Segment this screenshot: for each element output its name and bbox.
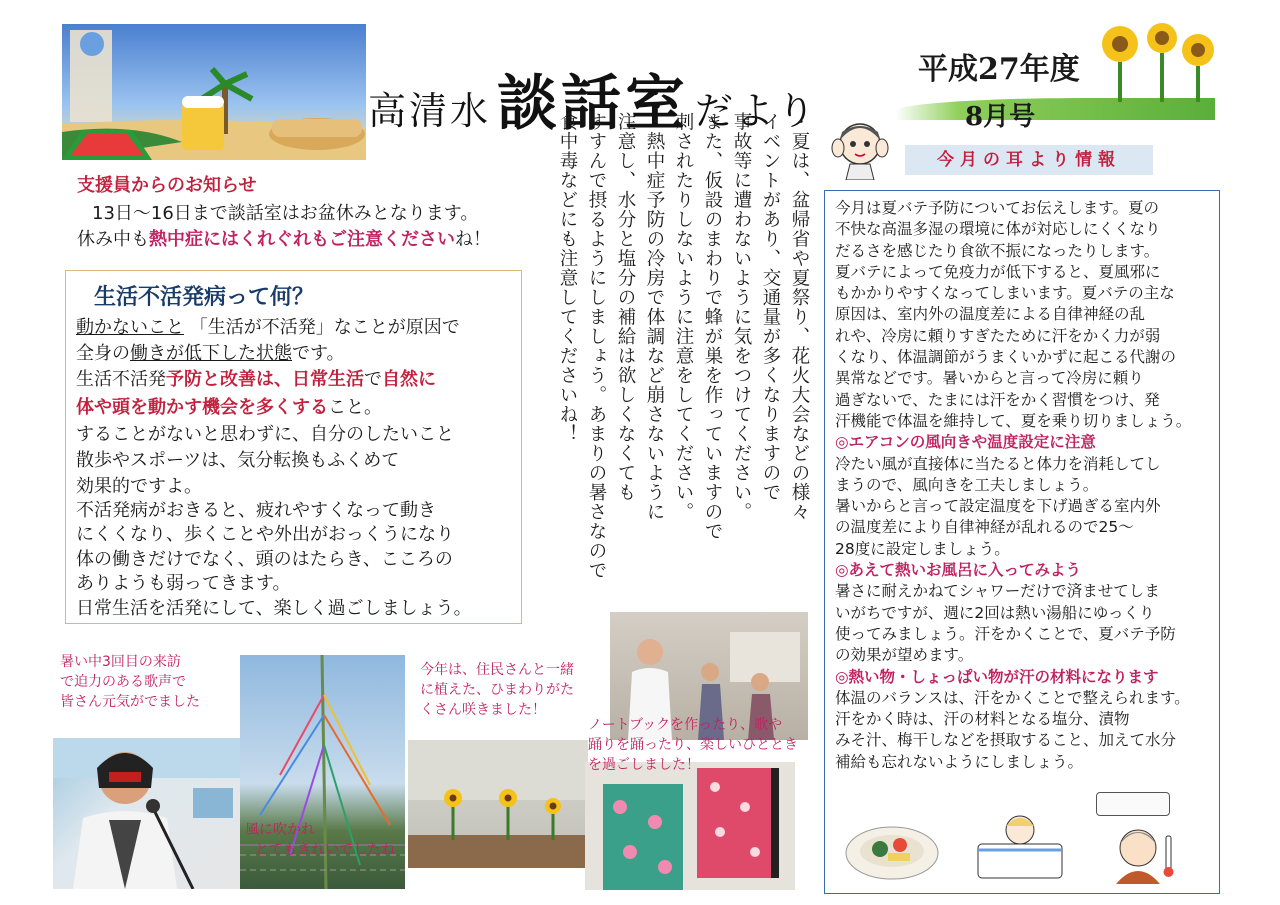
disuse-emphasis-3d: 自然に [382, 369, 436, 390]
summer-p1-line: 汗機能で体温を維持して、夏を乗り切りましょう。 [835, 411, 1192, 430]
disuse-line-6: 散歩やスポーツは、気分転換もふくめて [76, 450, 400, 471]
caption-notebook-line: を過ごしました！ [588, 757, 700, 773]
caption-sunflower-line: くさん咲きました！ [420, 702, 546, 718]
salt-heading: ◎熱い物・しょっぱい物が汗の材料になります [835, 667, 1159, 686]
disuse-emphasis-4a: 体や頭を動かす機会を多くする [76, 397, 328, 418]
notice-heading: 支援員からのお知らせ [77, 175, 257, 196]
disuse-line-5: することがないと思わずに、自分のしたいこと [76, 424, 454, 445]
notice-line-2 [77, 228, 491, 252]
caption-tanabata-line: とてもきれいでしたね [255, 842, 395, 858]
disuse-line-7: 効果的ですよ。 [76, 476, 202, 497]
summer-p3-line: 暑さに耐えかねてシャワーだけで済ませてしま [835, 582, 1160, 601]
summer-p2-line: 28度に設定しましょう。 [835, 539, 1010, 558]
photo-notebooks [585, 762, 795, 890]
disuse-line-10: 体の働きだけでなく、頭のはたらき、こころの [76, 549, 453, 570]
elderly-woman-illustration [1102, 822, 1182, 884]
disuse-line-9: にくくなり、歩くことや外出がおっくうになり [76, 524, 454, 545]
bath-illustration [970, 810, 1070, 882]
vertical-line-1: ・夏は、盆帰省や夏祭り、花火大会などの様々 [789, 112, 810, 522]
vertical-line-4: また、仮設のまわりで蜂が巣を作っていますので [702, 112, 723, 541]
disuse-line-12: 日常生活を活発にして、楽しく過ごしましょう。 [76, 598, 472, 619]
summer-p4-line: 補給も忘れないようにしましょう。 [835, 752, 1084, 771]
caption-singer-line: で迫力のある歌声で [60, 674, 186, 690]
summer-p1-line: 不快な高温多湿の環境に体が対応しにくくなり [835, 220, 1161, 239]
caption-tanabata-line: 風に吹かれ [245, 822, 315, 838]
ear-info-label: 今月の耳より情報 [905, 145, 1153, 175]
summer-p1-line: 今月は夏バテ予防についてお伝えします。夏の [835, 199, 1159, 217]
vertical-line-6: ・熱中症予防の冷房で体調など崩さないように [644, 112, 665, 522]
summer-p1-line: もかかりやすくなってしまいます。夏バテの主な [835, 284, 1175, 303]
summer-p4-line: 汗をかく時は、汗の材料となる塩分、漬物 [835, 710, 1130, 729]
summer-p3-line: の効果が望めます。 [835, 646, 974, 665]
disuse-line-2 [76, 342, 345, 366]
vertical-line-2: イベントがあり、交通量が多くなりますので [760, 112, 781, 502]
title-main: 談話室 [497, 69, 690, 139]
summer-p2-line: まうので、風向きを工夫しましょう。 [835, 475, 1099, 494]
disuse-line-3 [76, 368, 436, 392]
disuse-text-1: 「生活が不活発」なことが原因で [189, 317, 460, 338]
photo-singer [53, 738, 240, 889]
disuse-emphasis-3b: 予防と改善は、日常生活 [166, 369, 364, 390]
vertical-line-5: 刺されたりしないように注意をしてください。 [673, 112, 694, 522]
disuse-underline-1: 動かないこと [76, 317, 184, 338]
caption-singer-line: 皆さん元気がでました [60, 694, 200, 710]
vertical-line-3: 事故等に遭わないように気をつけてください。 [731, 112, 752, 522]
listening-girl-icon [830, 118, 890, 180]
summer-p1-line: だるさを感じたり食欲不振になったりします。 [835, 241, 1160, 260]
summer-fatigue-text [835, 198, 1215, 773]
disuse-underline-2: 働きが低下した状態 [130, 343, 292, 364]
disuse-text-2c: です。 [292, 343, 345, 364]
summer-p1-line: 異常などです。暑いからと言って冷房に頼り [835, 369, 1144, 388]
newsletter-title [368, 56, 819, 139]
summer-p1-line: 過ぎないで、たまには汗をかく習慣をつけ、発 [835, 390, 1160, 409]
title-suffix: だより [695, 89, 819, 133]
summer-p2-line: 冷たい風が直接体に当たると体力を消耗してし [835, 454, 1161, 473]
summer-p4-line: 体温のバランスは、汗をかくことで整えられます。 [835, 688, 1190, 707]
summer-p3-line: いがちですが、週に2回は熱い湯船にゆっくり [835, 603, 1155, 622]
notice-line-2-pre: 休み中も [77, 229, 149, 250]
disuse-text-4b: こと。 [328, 397, 382, 418]
bath-heading: ◎あえて熱いお風呂に入ってみよう [835, 561, 1082, 580]
caption-singer [60, 652, 200, 712]
disuse-line-4 [76, 396, 382, 420]
photo-sunflowers [408, 740, 588, 868]
caption-notebook-line: ノートブックを作ったり、歌や [588, 717, 783, 733]
notice-heatstroke-warning: 熱中症にはくれぐれもご注意ください [149, 229, 455, 250]
summer-p1-line: 原因は、室内外の温度差による自律神経の乱 [835, 305, 1146, 324]
summer-p3-line: 使ってみましょう。汗をかくことで、夏バテ予防 [835, 624, 1176, 643]
caption-tanabata [245, 820, 395, 860]
vertical-line-7: 注意し、水分と塩分の補給は欲しくなくても [615, 112, 636, 502]
caption-sunflower-line: に植えた、ひまわりがた [420, 682, 574, 698]
summer-p4-line: みそ汁、梅干しなどを摂取すること、加えて水分 [835, 731, 1177, 750]
summer-p1-line: 夏バテによって免疫力が低下すると、夏風邪に [835, 262, 1161, 281]
notice-line-2-post: ね！ [455, 229, 491, 250]
summer-p2-line: 暑いからと言って設定温度を下げ過ぎる室内外 [835, 497, 1161, 516]
disuse-line-8: 不活発病がおきると、疲れやすくなって動き [76, 500, 436, 521]
title-prefix: 高清水 [368, 89, 492, 133]
aircon-illustration [1096, 792, 1170, 816]
aircon-heading: ◎エアコンの風向きや温度設定に注意 [835, 433, 1096, 452]
caption-notebooks [588, 715, 798, 775]
summer-p1-line: れや、冷房に頼りすぎたために汗をかく力が弱 [835, 326, 1161, 345]
summer-p2-line: の温度差により自律神経が乱れるので25～ [835, 518, 1134, 537]
vertical-notes-column [552, 112, 812, 622]
fiscal-year: 平成27年度 [918, 52, 1080, 87]
caption-notebook-line: 踊りを踊ったり、楽しいひととき [588, 737, 798, 753]
vertical-line-9: 食中毒などにも注意してくださいね！ [557, 112, 578, 444]
disuse-text-3c: で [364, 369, 382, 390]
caption-singer-line: 暑い中3回目の来訪 [60, 654, 181, 670]
summer-banner-illustration [62, 24, 366, 160]
summer-p1-line: くなり、体温調節がうまくいかずに起こる代謝の [835, 348, 1177, 367]
disuse-line-1 [76, 316, 460, 340]
vertical-line-8: すすんで摂るようにしましょう。あまりの暑さなので [586, 112, 607, 580]
notice-line-1: 13日～16日まで談話室はお盆休みとなります。 [92, 203, 479, 224]
disuse-title: 生活不活発病って何？ [94, 285, 315, 310]
disuse-line-11: ありようも弱ってきます。 [76, 573, 291, 594]
disuse-text-3a: 生活不活発 [76, 369, 166, 390]
issue-month: 8月号 [965, 102, 1036, 132]
disuse-text-2a: 全身の [76, 343, 130, 364]
caption-sunflowers [420, 660, 574, 720]
food-plate-illustration [842, 815, 942, 885]
sunflower-illustration [1090, 22, 1220, 102]
caption-sunflower-line: 今年は、住民さんと一緒 [420, 662, 574, 678]
